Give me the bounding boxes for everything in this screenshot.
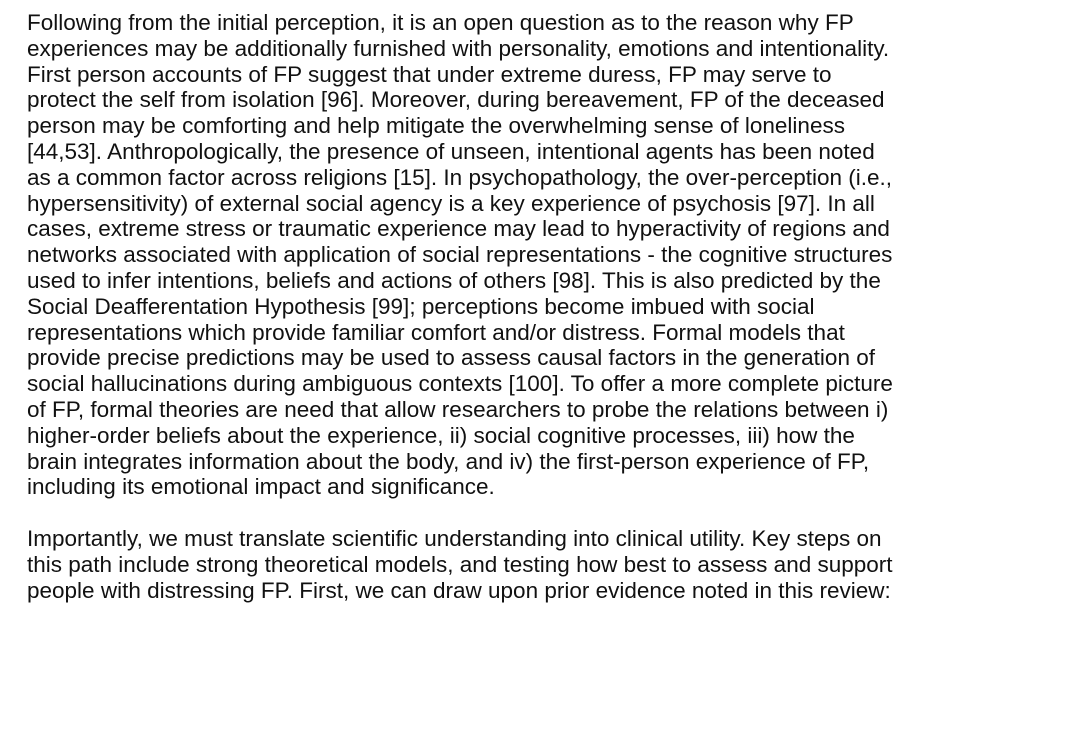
text-line: including its emotional impact and significance.	[27, 474, 495, 500]
text-line: social hallucinations during ambiguous contexts [100]. To offer a more complete picture	[27, 371, 893, 397]
text-line: protect the self from isolation [96]. Moreover, during bereavement, FP of the deceased	[27, 87, 885, 113]
text-line: higher-order beliefs about the experience, ii) social cognitive processes, iii) how the	[27, 422, 855, 448]
text-line: of FP, formal theories are need that allow researchers to probe the relations between i)	[27, 396, 889, 422]
text-line: hypersensitivity) of external social agency is a key experience of psychosis [97]. In all	[27, 190, 875, 216]
text-line: Social Deafferentation Hypothesis [99]; perceptions become imbued with social	[27, 293, 815, 319]
text-line: experiences may be additionally furnished with personality, emotions and intentionality.	[27, 35, 890, 61]
text-line: [44,53]. Anthropologically, the presence of unseen, intentional agents has been noted	[27, 138, 875, 164]
text-line: brain integrates information about the body, and iv) the first-person experience of FP,	[27, 448, 870, 474]
text-line: as a common factor across religions [15]. In psychopathology, the over-perception (i.e.,	[27, 164, 893, 190]
paragraph-fp-social-representations	[27, 10, 1073, 500]
document-body	[27, 10, 1073, 604]
text-line: cases, extreme stress or traumatic experience may lead to hyperactivity of regions and	[27, 216, 890, 242]
text-line: people with distressing FP. First, we can draw upon prior evidence noted in this review:	[27, 577, 891, 603]
text-line: Importantly, we must translate scientific understanding into clinical utility. Key steps on	[27, 526, 882, 552]
text-line: person may be comforting and help mitigate the overwhelming sense of loneliness	[27, 113, 845, 139]
text-line: this path include strong theoretical models, and testing how best to assess and support	[27, 551, 893, 577]
text-line: representations which provide familiar comfort and/or distress. Formal models that	[27, 319, 845, 345]
text-line: networks associated with application of social representations - the cognitive structures	[27, 242, 893, 268]
text-line: First person accounts of FP suggest that under extreme duress, FP may serve to	[27, 61, 832, 87]
text-line: used to infer intentions, beliefs and actions of others [98]. This is also predicted by the	[27, 267, 881, 293]
paragraph-clinical-utility	[27, 526, 1073, 603]
text-line: provide precise predictions may be used to assess causal factors in the generation of	[27, 345, 875, 371]
text-line: Following from the initial perception, it is an open question as to the reason why FP	[27, 10, 854, 35]
